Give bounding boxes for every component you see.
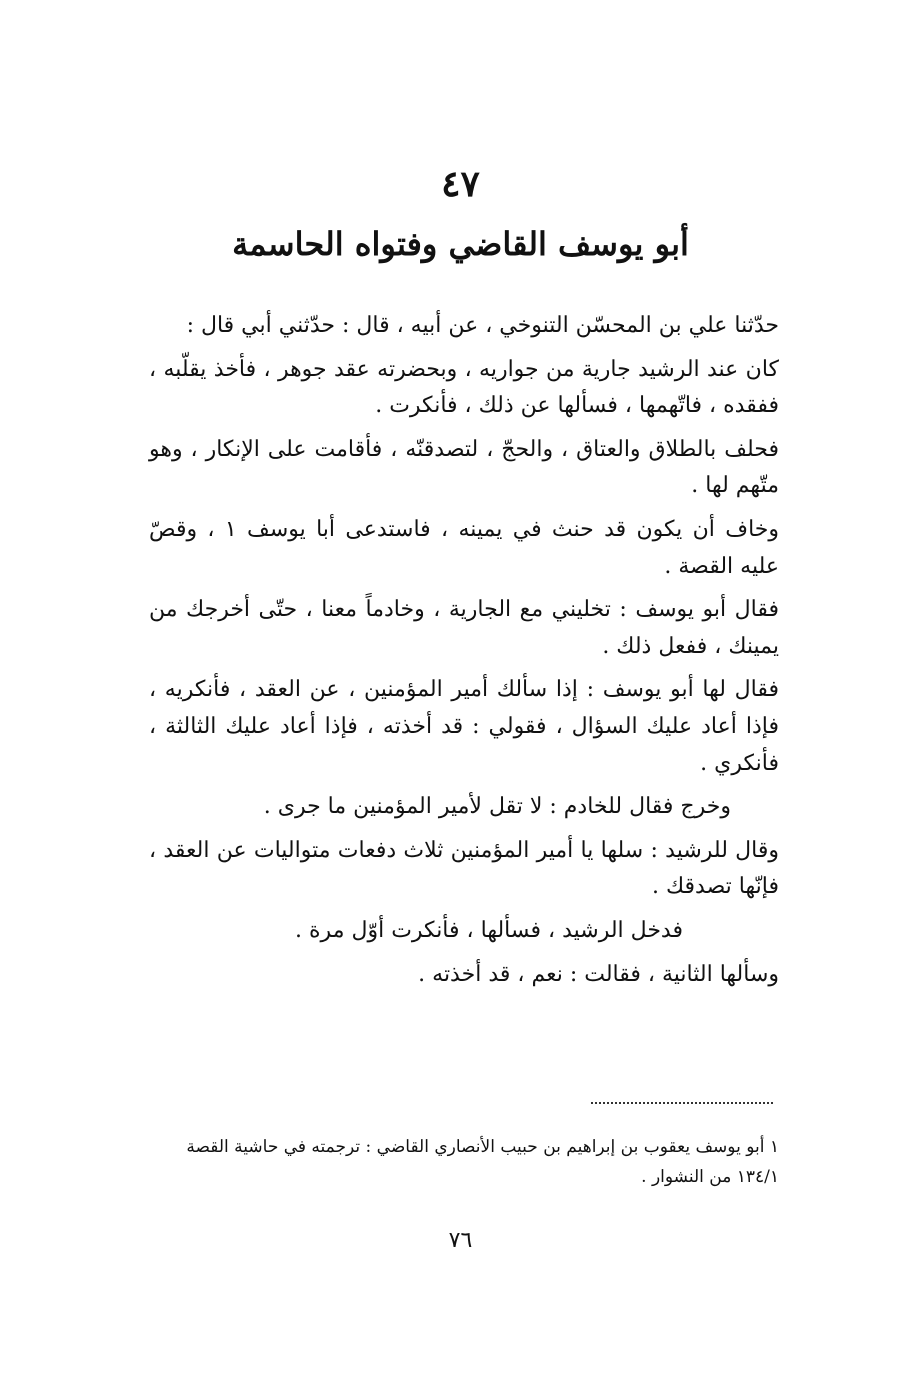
footnote: ١ أبو يوسف يعقوب بن إبراهيم بن حبيب الأنصاري القاضي : ترجمته في حاشية القصة ١٣٤/١ من النشوار . <box>186 1137 779 1187</box>
paragraph: وخاف أن يكون قد حنث في يمينه ، فاستدعى أبا يوسف ١ ، وقصّ عليه القصة . <box>149 516 779 579</box>
footnote-divider <box>591 1102 773 1104</box>
paragraph: فدخل الرشيد ، فسألها ، فأنكرت أوّل مرة . <box>295 917 683 943</box>
paragraph: فقال أبو يوسف : تخليني مع الجارية ، وخادماً معنا ، حتّى أخرجك من يمينك ، ففعل ذلك . <box>149 597 779 659</box>
paragraph: وقال للرشيد : سلها يا أمير المؤمنين ثلاث دفعات متواليات عن العقد ، فإنّها تصدقك . <box>149 837 779 900</box>
paragraph: وخرج فقال للخادم : لا تقل لأمير المؤمنين ما جرى . <box>263 794 731 820</box>
body-text <box>149 308 779 1000</box>
paragraph: فقال لها أبو يوسف : إذا سألك أمير المؤمنين ، عن العقد ، فأنكريه ، فإذا أعاد عليك السؤال ، فقولي : قد أخذته ، فإذا أعاد عليك الثالثة ، فأنكري . <box>149 677 779 776</box>
paragraph: كان عند الرشيد جارية من جواريه ، وبحضرته عقد جوهر ، فأخذ يقلّبه ، ففقده ، فاتّهمها ، فسألها عن ذلك ، فأنكرت . <box>149 356 779 419</box>
paragraph: حدّثنا علي بن المحسّن التنوخي ، عن أبيه ، قال : حدّثني أبي قال : <box>186 313 779 338</box>
paragraph: فحلف بالطلاق والعتاق ، والحجّ ، لتصدقنّه ، فأقامت على الإنكار ، وهو متّهم لها . <box>149 436 779 499</box>
paragraph: وسألها الثانية ، فقالت : نعم ، قد أخذته . <box>418 961 779 987</box>
chapter-title: أبو يوسف القاضي وفتواه الحاسمة <box>232 225 689 263</box>
chapter-number: ٤٧ <box>441 163 480 205</box>
page-number: ٧٦ <box>448 1228 473 1253</box>
